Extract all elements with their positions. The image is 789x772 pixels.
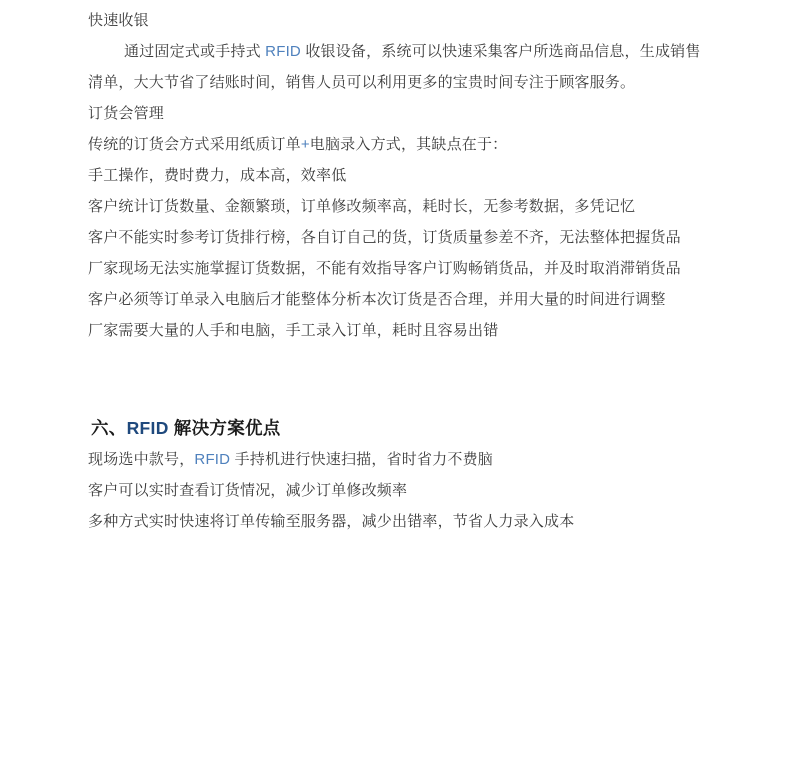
traditional-text-before: 传统的订货会方式采用纸质订单	[88, 136, 301, 153]
advantage-text-before: 现场选中款号，	[88, 451, 195, 468]
section-heading-text: 解决方案优点	[168, 418, 281, 438]
list-item-drawback: 厂家现场无法实施掌握订货数据，不能有效指导客户订购畅销货品，并及时取消滞销货品	[88, 260, 681, 277]
intro-text-after: 收银设备，系统可以快速采集客户所选商品信息，生成销售清单，大大节省了结账时间，销售人员可以利用更多的宝贵时间专注于顾客服务。	[88, 43, 701, 91]
rfid-label: RFID	[265, 43, 301, 60]
list-item-advantage: 多种方式实时快速将订单传输至服务器，减少出错率，节省人力录入成本	[88, 513, 575, 530]
plus-sign: +	[300, 136, 310, 153]
list-item-advantage: 客户可以实时查看订货情况，减少订单修改频率	[88, 482, 408, 499]
list-item-drawback: 客户统计订货数量、金额繁琐，订单修改频率高，耗时长，无参考数据，多凭记忆	[88, 198, 636, 215]
rfid-label: RFID	[194, 451, 231, 468]
rfid-label: RFID	[126, 418, 169, 438]
paragraph-quick-checkout	[88, 36, 705, 98]
heading-order-management: 订货会管理	[88, 105, 165, 122]
heading-quick-checkout: 快速收银	[88, 12, 149, 29]
advantage-text-after: 手持机进行快速扫描，省时省力不费脑	[230, 451, 493, 468]
list-item-drawback: 客户不能实时参考订货排行榜，各自订自己的货，订货质量参差不齐，无法整体把握货品	[88, 229, 681, 246]
list-item-drawback: 客户必须等订单录入电脑后才能整体分析本次订货是否合理，并用大量的时间进行调整	[88, 291, 666, 308]
list-item-drawback: 手工操作，费时费力，成本高，效率低	[88, 167, 347, 184]
paragraph-traditional-method	[88, 129, 705, 160]
intro-text-before: 通过固定式或手持式	[124, 43, 266, 60]
list-item-drawback: 厂家需要大量的人手和电脑，手工录入订单，耗时且容易出错	[88, 322, 499, 339]
section-heading-rfid-advantages	[91, 413, 705, 444]
list-item-advantage	[88, 444, 705, 475]
section-heading-number: 六、	[91, 418, 127, 438]
traditional-text-after: 电脑录入方式，其缺点在于：	[309, 136, 508, 153]
